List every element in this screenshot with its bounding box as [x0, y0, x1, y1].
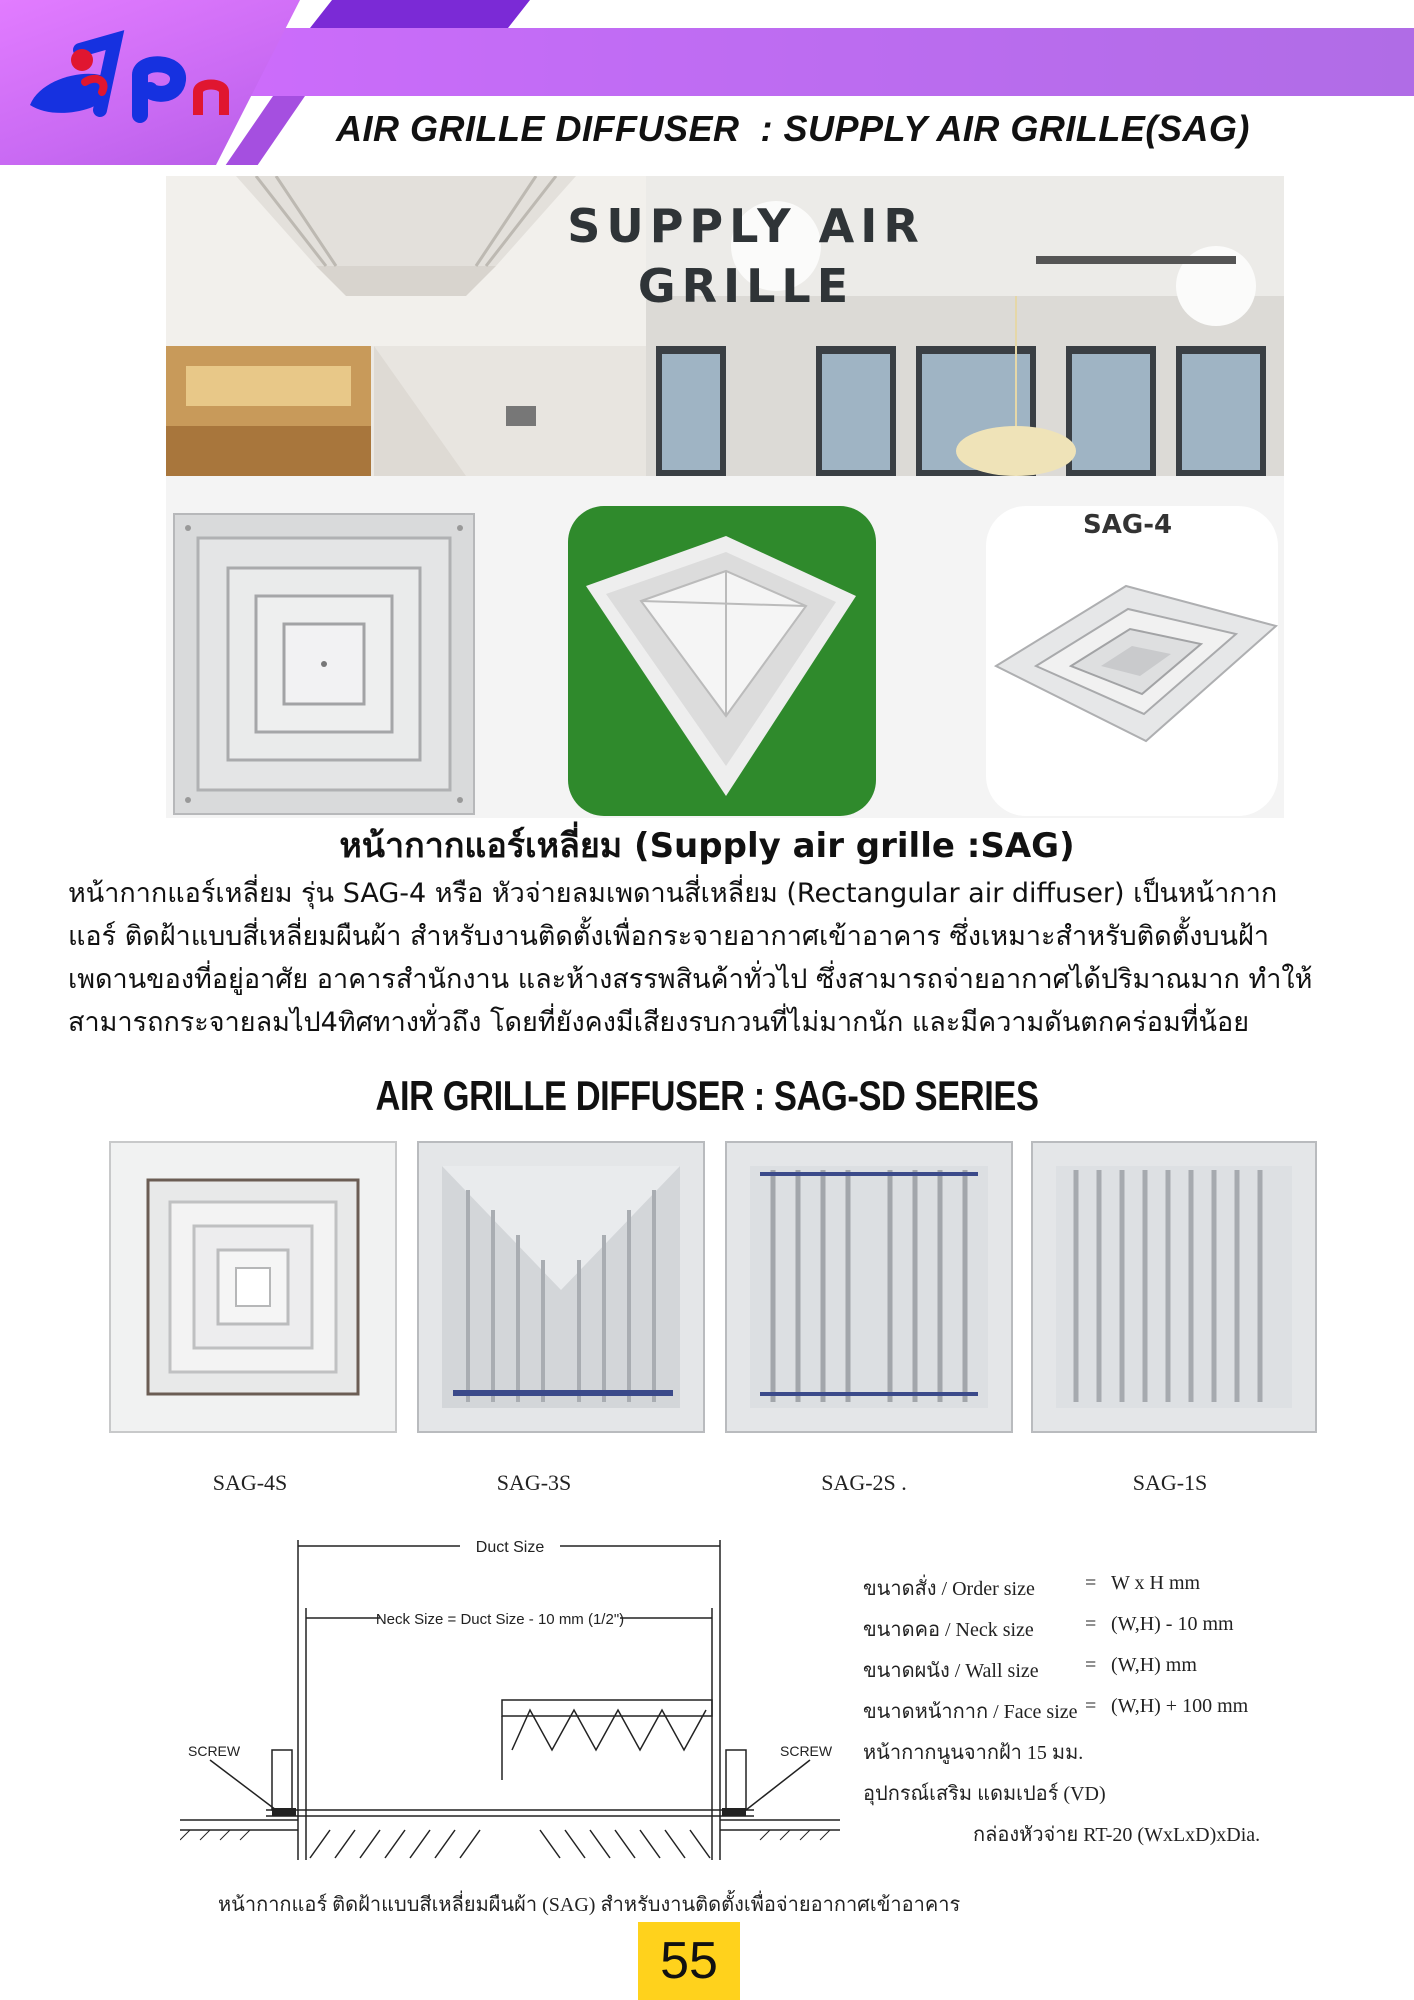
- banner-line-1: SUPPLY AIR: [567, 199, 925, 253]
- banner-image: [166, 176, 1284, 476]
- sag-1s-image: [1032, 1142, 1316, 1432]
- model-label-sag-2s: SAG-2S .: [821, 1470, 907, 1495]
- sag-top-view-photo: [174, 514, 474, 814]
- description-line: สามารถกระจายลมไป4ทิศทางทั่วถึง โดยที่ยังคงมีเสียงรบกวนที่ไม่มากนัก และมีความดันตกคร่อมที่น้อย: [68, 1007, 1250, 1038]
- spec-label: ขนาดผนัง / Wall size: [863, 1660, 1039, 1682]
- spec-equals: =: [1085, 1695, 1097, 1717]
- model-label-sag-3s: SAG-3S: [496, 1470, 572, 1495]
- logo-red-letter: [198, 85, 224, 116]
- spec-label: ขนาดคอ / Neck size: [863, 1619, 1034, 1641]
- screw-label-left: SCREW: [188, 1743, 241, 1759]
- sag4-product-photo: [986, 506, 1278, 816]
- banner-line-2: GRILLE: [637, 259, 855, 313]
- spec-equals: =: [1085, 1572, 1097, 1594]
- header-stripe: [310, 0, 530, 28]
- section-title: หน้ากากแอร์เหลี่ยม (Supply air grille :SAG): [339, 826, 1075, 866]
- spec-value: (W,H) + 100 mm: [1111, 1695, 1249, 1717]
- spec-equals: =: [1085, 1613, 1097, 1635]
- sag-2s-image: [726, 1142, 1012, 1432]
- diagram-caption: หน้ากากแอร์ ติดฝ้าแบบสีเหลี่ยมผืนผ้า (SAG) สำหรับงานติดตั้งเพื่อจ่ายอากาศเข้าอาคาร: [218, 1894, 961, 1916]
- spec-label: ขนาดสั่ง / Order size: [863, 1578, 1035, 1600]
- logo-red-dot: [71, 49, 93, 71]
- spec-note-plenum: กล่องหัวจ่าย RT-20 (WxLxD)xDia.: [973, 1824, 1261, 1846]
- series-grille-images: [108, 1140, 1318, 1440]
- logo-blue-letter: [140, 64, 178, 115]
- description-line: หน้ากากแอร์เหลี่ยม รุ่น SAG-4 หรือ หัวจ่ายลมเพดานสี่เหลี่ยม (Rectangular air diffuser) เป็นหน้ากาก: [68, 878, 1278, 909]
- section-description: [68, 872, 1348, 1044]
- description-line: แอร์ ติดฝ้าแบบสี่เหลี่ยมผืนผ้า สำหรับงานติดตั้งเพื่อกระจายอากาศเข้าอาคาร ซึ่งเหมาะสำหรับติดตั้งบนฝ้า: [68, 921, 1269, 952]
- page-title: AIR GRILLE DIFFUSER : SUPPLY AIR GRILLE(SAG): [336, 108, 1250, 149]
- sag4-caption: SAG-4: [1083, 510, 1173, 540]
- series-title: AIR GRILLE DIFFUSER : SAG-SD SERIES: [375, 1072, 1039, 1119]
- description-line: เพดานของที่อยู่อาศัย อาคารสำนักงาน และห้างสรรพสินค้าทั่วไป ซึ่งสามารถจ่ายอากาศได้ปริมาณมาก ทำให้: [68, 964, 1313, 995]
- spec-value: (W,H) mm: [1111, 1654, 1197, 1676]
- spec-label: ขนาดหน้ากาก / Face size: [863, 1701, 1078, 1723]
- neck-size-label: Neck Size = Duct Size - 10 mm (1/2"): [375, 1611, 625, 1628]
- spec-value: W x H mm: [1111, 1572, 1201, 1594]
- spec-equals: =: [1085, 1654, 1097, 1676]
- sag-4s-image: [110, 1142, 396, 1432]
- spec-table: [863, 1572, 1260, 1859]
- screw-label-right: SCREW: [780, 1743, 833, 1759]
- spec-row: [863, 1613, 1260, 1654]
- installation-diagram: [180, 1530, 840, 1890]
- sag-perspective-photo: [568, 506, 876, 816]
- spec-value: (W,H) - 10 mm: [1111, 1613, 1234, 1635]
- model-label-sag-1s: SAG-1S: [1132, 1470, 1208, 1495]
- banner-heading: [556, 196, 936, 316]
- spec-row: [863, 1695, 1260, 1736]
- spec-row: [863, 1654, 1260, 1695]
- duct-size-label: Duct Size: [475, 1539, 545, 1556]
- company-logo: [20, 20, 240, 130]
- page-number: 55: [638, 1922, 740, 2000]
- model-label-sag-4s: SAG-4S: [212, 1470, 288, 1495]
- spec-note-protrusion: หน้ากากนูนจากฝ้า 15 มม.: [863, 1742, 1084, 1764]
- spec-note-accessory: อุปกรณ์เสริม แดมเปอร์ (VD): [863, 1783, 1106, 1805]
- spec-row: [863, 1572, 1260, 1613]
- sag-3s-image: [418, 1142, 704, 1432]
